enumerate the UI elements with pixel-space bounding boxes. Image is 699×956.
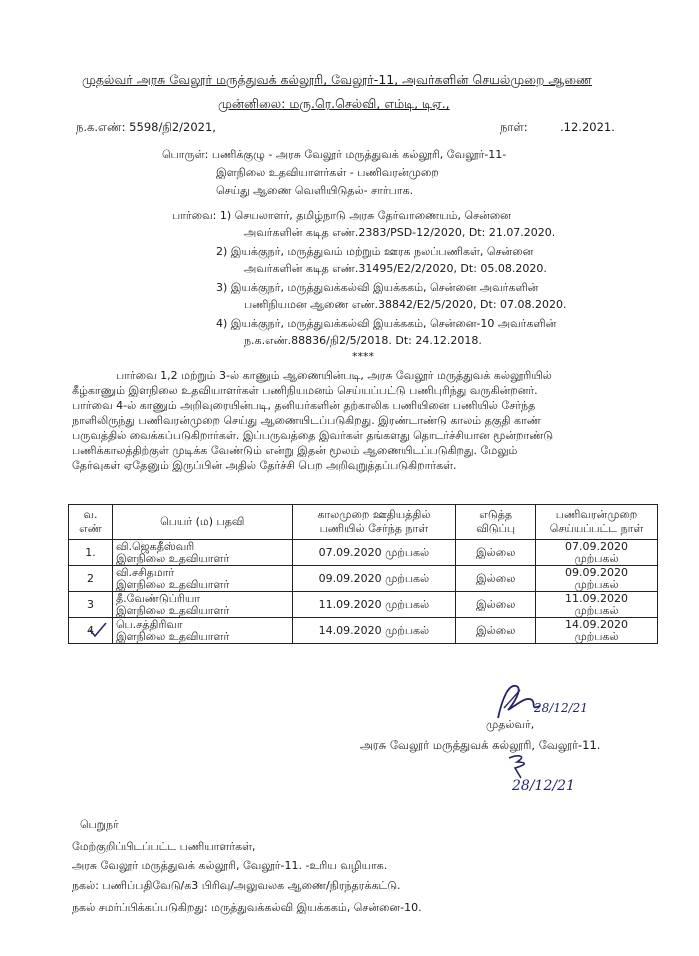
reference-1-line-1: பார்வை: 1) செயலாளர், தமிழ்நாடு அரசு தேர்வாணையம், சென்னை xyxy=(172,209,511,222)
subject-line-1: பொருள்: பணிக்குழு - அரசு வேலூர் மருத்துவக் கல்லூரி, வேலூர்-11- xyxy=(162,148,507,161)
reg-time: முற்பகல் xyxy=(574,551,619,565)
reference-4-line-2: ந.க.எண்.88836/நி2/5/2018. Dt: 24.12.2018. xyxy=(244,334,482,347)
signatory-office: அரசு வேலூர் மருத்துவக் கல்லூரி, வேலூர்-11. xyxy=(360,738,601,752)
initials-date: 28/12/21 xyxy=(512,778,575,794)
staff-table xyxy=(68,504,658,644)
body-line-3: பார்வை 4-ல் காணும் அறிவுரையின்படி, தனியர்களின் தற்காலிக பணியினை பணியில் சேர்ந்த xyxy=(72,399,536,412)
staff-post: இளநிலை உதவியாளர் xyxy=(115,551,230,565)
cell-leave: இல்லை xyxy=(456,566,536,592)
staff-name: வி.சசிதமார் xyxy=(115,565,175,579)
order-title: முதல்வர் அரசு வேலூர் மருத்துவக் கல்லூரி, வேலூர்-11, அவர்களின் செயல்முறை ஆணை xyxy=(82,72,592,87)
subject-line-2: இளநிலை உதவியாளர்கள் - பணிவரன்முறை xyxy=(216,166,439,179)
cell-leave: இல்லை xyxy=(456,540,536,566)
table-header-row xyxy=(69,505,658,540)
reference-3-line-2: பணிநியமன ஆணை எண்.38842/E2/5/2020, Dt: 07.08.2020. xyxy=(244,298,567,311)
header-joined: காலமுறை ஊதியத்தில் பணியில் சேர்ந்த நாள் xyxy=(292,505,456,540)
body-line-2: கீழ்காணும் இளநிலை உதவியாளர்கள் பணிநியமனம் செய்யப்பட்டு பணிபுரிந்து வருகின்றனர். xyxy=(72,384,538,397)
presence-line: முன்னிலை: மரு.ரெ.செல்வி, எம்டி, டிஏ., xyxy=(218,96,450,111)
body-line-5: பருவத்தில் வைக்கப்படுகிறார்கள். இப்பருவத்தை இவர்கள் தங்களது தொடர்ச்சியான மூன்றாண்டு xyxy=(72,429,554,442)
reg-date: 07.09.2020 xyxy=(565,539,629,553)
header-regularized: பணிவரன்முறை செய்யப்பட்ட நாள் xyxy=(536,505,658,540)
reg-date: 09.09.2020 xyxy=(565,565,629,579)
tick-mark-icon xyxy=(86,622,107,638)
staff-name: பெ.சத்திரிவா xyxy=(115,617,183,631)
cell-joined: 14.09.2020 முற்பகல் xyxy=(292,618,456,644)
reg-date: 11.09.2020 xyxy=(565,591,629,605)
reg-time: முற்பகல் xyxy=(574,577,619,591)
cell-joined: 09.09.2020 முற்பகல் xyxy=(292,566,456,592)
cell-name-post xyxy=(112,540,292,566)
cell-name-post xyxy=(112,592,292,618)
cell-joined: 11.09.2020 முற்பகல் xyxy=(292,592,456,618)
staff-name: வி.ஜெகதீஸ்வரி xyxy=(115,539,195,553)
separator-stars: **** xyxy=(352,350,374,363)
initials-scribble xyxy=(505,752,537,780)
reg-date: 14.09.2020 xyxy=(565,617,629,631)
cell-regularized xyxy=(536,618,658,644)
table-row xyxy=(69,592,658,618)
reference-1-line-2: அவர்களின் கடித எண்.2383/PSD-12/2020, Dt: 21.07.2020. xyxy=(244,226,556,239)
header-sno: வ. எண் xyxy=(69,505,113,540)
cell-name-post xyxy=(112,618,292,644)
header-name: பெயர் (ம) பதவி xyxy=(112,505,292,540)
reg-time: முற்பகல் xyxy=(574,603,619,617)
reference-2-line-2: அவர்களின் கடித எண்.31495/E2/2/2020, Dt: 05.08.2020. xyxy=(244,262,547,275)
sno-text: 4 xyxy=(86,623,94,637)
cell-regularized xyxy=(536,592,658,618)
cell-joined: 07.09.2020 முற்பகல் xyxy=(292,540,456,566)
staff-post: இளநிலை உதவியாளர் xyxy=(115,577,230,591)
cell-sno: 2 xyxy=(69,566,113,592)
staff-post: இளநிலை உதவியாளர் xyxy=(115,603,230,617)
header-leave: எடுத்த விடுப்பு xyxy=(456,505,536,540)
table-row xyxy=(69,618,658,644)
cell-leave: இல்லை xyxy=(456,592,536,618)
body-line-4: நாளிலிருந்து பணிவரன்முறை செய்து ஆணையிடப்படுகிறது. இரண்டாண்டு காலம் தகுதி காண் xyxy=(72,414,541,427)
reference-3-line-1: 3) இயக்குநர், மருத்துவக்கல்வி இயக்ககம், சென்னை அவர்களின் xyxy=(216,281,539,294)
staff-name: தீ.வேண்டுப்ரியா xyxy=(115,591,201,605)
body-line-6: பணிக்காலத்திற்குள் முடிக்க வேண்டும் என்று இதன் மூலம் ஆணையிடப்படுகிறது. மேலும் xyxy=(72,444,518,457)
body-line-1: பார்வை 1,2 மற்றும் 3-ல் காணும் ஆணையின்படி, அரசு வேலூர் மருத்துவக் கல்லூரியில் xyxy=(116,369,552,382)
reference-number: ந.க.எண்: 5598/நி2/2021, xyxy=(76,120,216,134)
reg-time: முற்பகல் xyxy=(574,629,619,643)
cell-sno: 1. xyxy=(69,540,113,566)
body-line-7: தேர்வுகள் ஏதேனும் இருப்பின் அதில் தேர்ச்சி பெற அறிவுறுத்தப்படுகிறார்கள். xyxy=(72,459,457,472)
submit-line: நகல் சமர்ப்பிக்கப்படுகிறது: மருத்துவக்கல்வி இயக்ககம், சென்னை-10. xyxy=(72,901,422,914)
cell-sno xyxy=(69,618,113,644)
recipient-line-1: மேற்குறிப்பிடப்பட்ட பணியாளர்கள், xyxy=(72,840,256,853)
cell-leave: இல்லை xyxy=(456,618,536,644)
reference-2-line-1: 2) இயக்குநர், மருத்துவம் மற்றும் ஊரக நலப்பணிகள், சென்னை xyxy=(216,245,534,258)
recipient-line-2: அரசு வேலூர் மருத்துவக் கல்லூரி, வேலூர்-11. -உரிய வழியாக. xyxy=(72,859,388,872)
table-row xyxy=(69,566,658,592)
date-value: .12.2021. xyxy=(560,120,615,134)
subject-line-3: செய்து ஆணை வெளியிடுதல்- சார்பாக. xyxy=(216,184,414,197)
copy-line: நகல்: பணிப்பதிவேடு/க3 பிரிவு/அலுவலக ஆணை/நிரந்தரக்கட்டு. xyxy=(72,879,401,892)
cell-name-post xyxy=(112,566,292,592)
table-row xyxy=(69,540,658,566)
cell-sno: 3 xyxy=(69,592,113,618)
signature-date: 28/12/21 xyxy=(534,701,588,715)
cell-regularized xyxy=(536,540,658,566)
recipient-label: பெறுநர் xyxy=(80,818,119,831)
signatory-title: முதல்வர், xyxy=(486,718,535,731)
reference-4-line-1: 4) இயக்குநர், மருத்துவக்கல்வி இயக்ககம், சென்னை-10 அவர்களின் xyxy=(216,317,557,330)
cell-regularized xyxy=(536,566,658,592)
staff-post: இளநிலை உதவியாளர் xyxy=(115,629,230,643)
date-label: நாள்: xyxy=(500,120,528,134)
